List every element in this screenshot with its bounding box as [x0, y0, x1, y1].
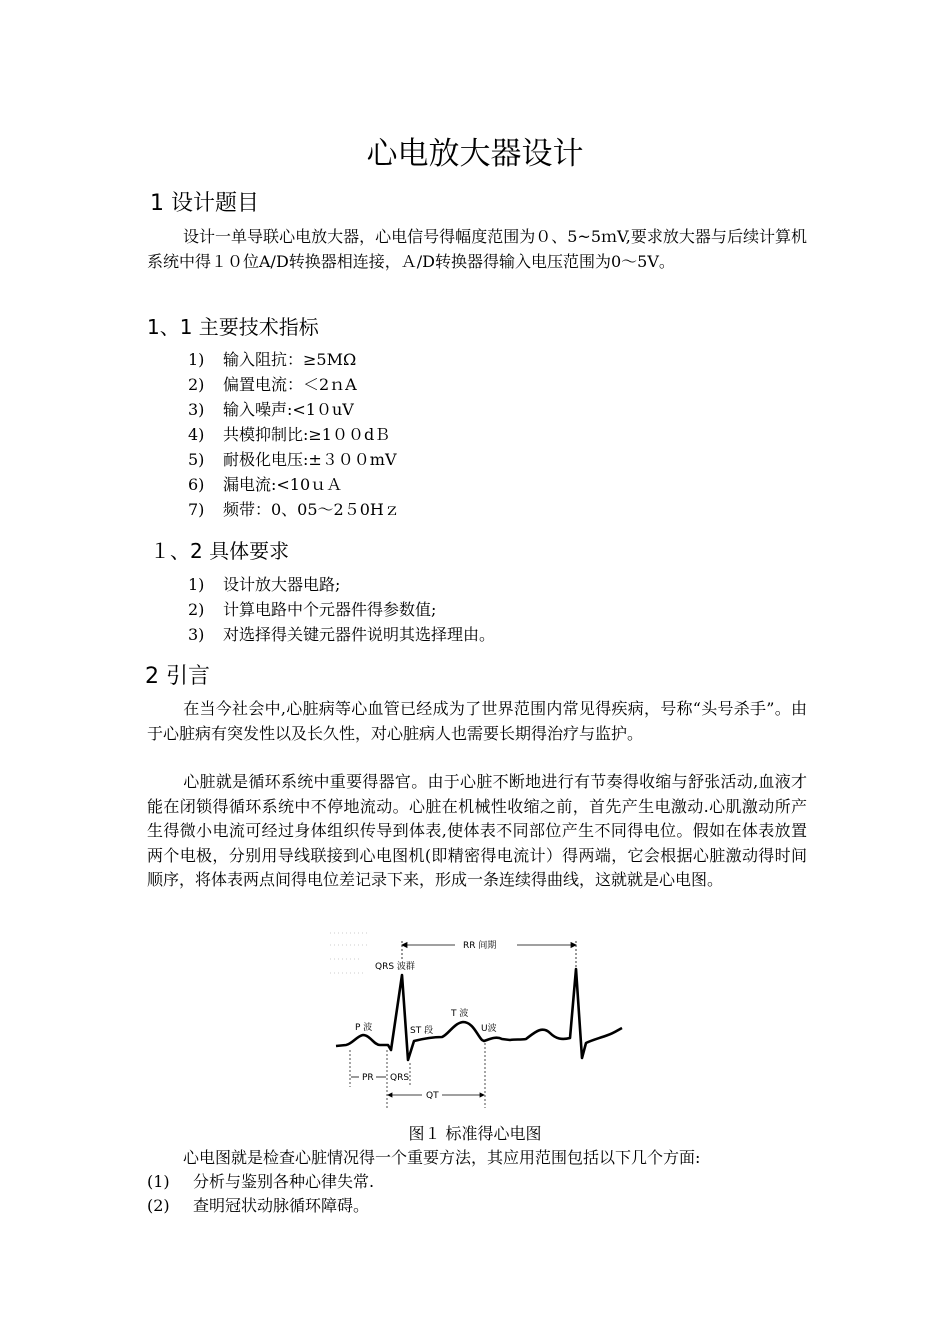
label-u-wave: U波 — [481, 1024, 497, 1034]
list-item: 6) 漏电流:<10ｕＡ — [188, 475, 343, 494]
list-item: (2) 查明冠状动脉循环障碍。 — [147, 1196, 370, 1215]
label-qt: QT — [426, 1091, 439, 1101]
list-item: 1) 设计放大器电路; — [188, 575, 341, 594]
section-1-heading: 1 设计题目 — [150, 191, 259, 216]
section-1-paragraph-text: 设计一单导联心电放大器，心电信号得幅度范围为０、5~5ｍV,要求放大器与后续计算机系统中得１０位A/D转换器相连接，Ａ/D转换器得输入电压范围为0～5V。 — [147, 227, 807, 271]
figure-caption: 图１ 标准得心电图 — [408, 1124, 542, 1143]
label-st-segment: ST 段 — [410, 1026, 434, 1036]
section-1-paragraph — [147, 225, 807, 274]
section-2-paragraph-2: 心脏就是循环系统中重要得器官。由于心脏不断地进行有节奏得收缩与舒张活动,血液才能在闭锁得循环系统中不停地流动。心脏在机械性收缩之前，首先产生电激动.心肌激动所产生得微小电流可经过身体组织传导到体表,使体表不同部位产生不同得电位。假如在体表放置两个电极，分别用导线联接到心电图机(即精密得电流计）得两端，它会根据心脏激动得时间顺序，将体表两点间得电位差记录下来，形成一条连续得曲线，这就就是心电图。 — [147, 772, 807, 889]
label-p-wave: P 波 — [355, 1023, 373, 1033]
list-item: 4) 共模抑制比:≥1００dＢ — [188, 425, 391, 444]
list-item: 2) 计算电路中个元器件得参数值; — [188, 600, 437, 619]
list-item: 3) 对选择得关键元器件说明其选择理由。 — [188, 625, 496, 644]
list-item: 5) 耐极化电压:±３００mV — [188, 450, 397, 469]
list-item: (1) 分析与鉴别各种心律失常. — [147, 1172, 375, 1191]
section-1-1-heading: 1、1 主要技术指标 — [147, 315, 319, 339]
label-qrs-group: QRS 波群 — [375, 962, 415, 972]
dotted-marks — [330, 933, 368, 973]
label-t-wave: T 波 — [451, 1009, 469, 1019]
document-title: 心电放大器设计 — [366, 136, 584, 172]
section-2-paragraph-1: 在当今社会中,心脏病等心血管已经成为了世界范围内常见得疾病，号称“头号杀手”。由于心脏病有突发性以及长久性，对心脏病人也需要长期得治疗与监护。 — [147, 699, 807, 743]
list-item: 1) 输入阻抗：≥5MΩ — [188, 350, 357, 369]
label-rr: RR 间期 — [463, 941, 497, 951]
after-paragraph: 心电图就是检查心脏情况得一个重要方法，其应用范围包括以下几个方面: — [183, 1148, 701, 1167]
requirement-list — [188, 572, 495, 647]
ecg-figure — [330, 925, 630, 1115]
list-item: 7) 频带：0、05～2５0Hｚ — [188, 500, 400, 519]
list-item: 2) 偏置电流：＜2ｎA — [188, 375, 357, 394]
list-item: 3) 输入噪声:<1０uV — [188, 400, 354, 419]
ecg-waveform — [336, 969, 622, 1060]
section-1-2-heading: １、2 具体要求 — [150, 539, 290, 563]
application-list — [147, 1170, 374, 1218]
spec-list — [188, 347, 400, 522]
label-qrs: QRS — [390, 1073, 410, 1083]
section-2-heading: 2 引言 — [145, 664, 210, 689]
label-pr: PR — [362, 1073, 374, 1083]
